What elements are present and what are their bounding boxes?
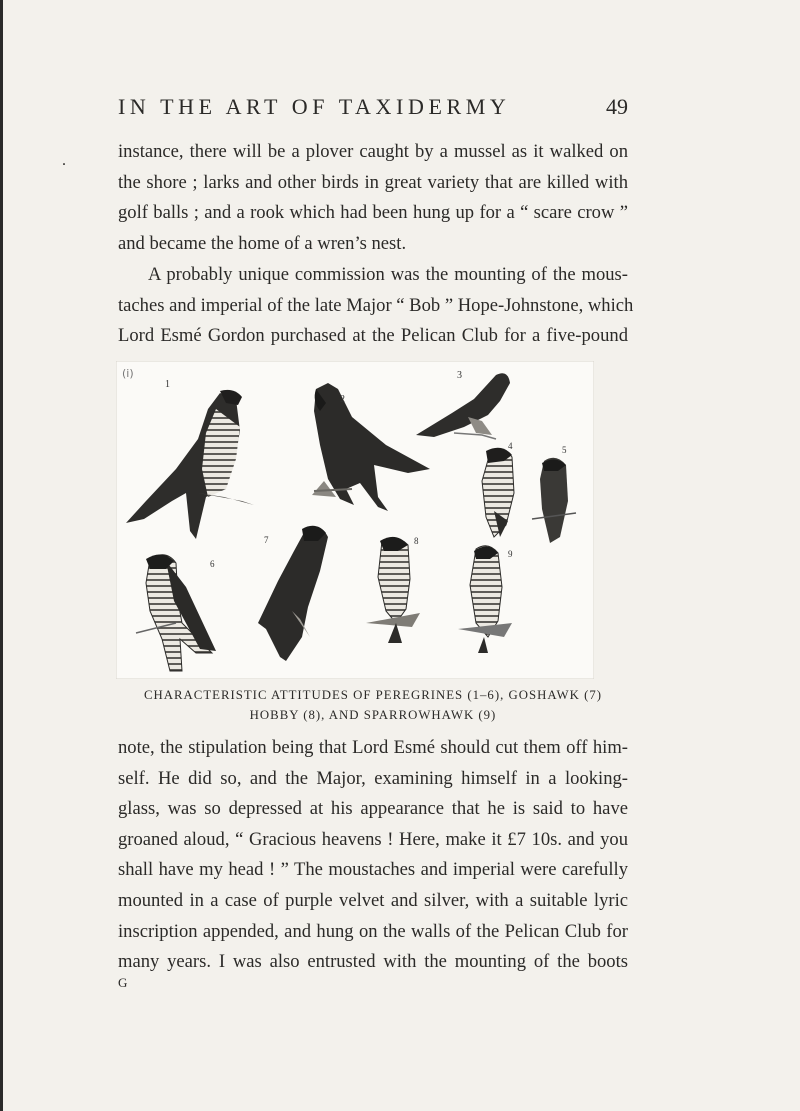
page-header [118, 94, 628, 124]
bird-number: 7 [264, 535, 269, 545]
plate-corner-mark: (i) [122, 367, 134, 380]
bird-number: 9 [508, 549, 513, 559]
text-line: note, the stipulation being that Lord Esmé should cut them off him- [118, 737, 628, 758]
bird-number: 4 [508, 441, 513, 451]
page-number: 49 [606, 94, 628, 119]
text-line: instance, there will be a plover caught by a mussel as it walked on [118, 141, 628, 162]
paragraph-3 [118, 733, 628, 978]
signature-mark: G [118, 975, 129, 990]
text-line: and became the home of a wren’s nest. [118, 232, 407, 254]
figure-caption [118, 685, 628, 725]
paragraph-1 [118, 137, 628, 259]
margin-mark: . [62, 152, 66, 169]
caption-line: HOBBY (8), AND SPARROWHAWK (9) [249, 708, 497, 722]
bird-number: 1 [165, 379, 170, 390]
text-line: taches and imperial of the late Major “ Bob ” Hope-Johnstone, which [118, 294, 634, 316]
text-line: glass, was so depressed at his appearance that he is said to have [118, 798, 628, 820]
bird-number: 3 [457, 370, 462, 381]
paragraph-2 [118, 260, 634, 352]
bird-number: 2 [340, 394, 345, 405]
text-line: shall have my head ! ” The moustaches and imperial were carefully [118, 859, 628, 881]
text-line: golf balls ; and a rook which had been hung up for a “ scare crow ” [118, 202, 628, 224]
text-line: the shore ; larks and other birds in great variety that are killed with [118, 171, 628, 193]
page-edge [0, 0, 3, 1111]
text-line: inscription appended, and hung on the walls of the Pelican Club for [118, 920, 628, 942]
falcon-plate-illustration [116, 361, 594, 679]
bird-number: 5 [562, 445, 567, 455]
bird-number: 6 [210, 559, 215, 569]
running-title: IN THE ART OF TAXIDERMY [118, 94, 511, 119]
bird-number: 8 [414, 536, 419, 546]
text-line: Lord Esmé Gordon purchased at the Pelican Club for a five-pound [118, 325, 628, 347]
text-line: many years. I was also entrusted with the mounting of the boots [118, 951, 628, 973]
text-line: mounted in a case of purple velvet and silver, with a suitable lyric [118, 889, 628, 911]
caption-line: CHARACTERISTIC ATTITUDES OF PEREGRINES (1–6), GOSHAWK (7) [143, 688, 602, 702]
text-line: self. He did so, and the Major, examining himself in a looking- [118, 767, 628, 789]
text-line: groaned aloud, “ Gracious heavens ! Here, make it £7 10s. and you [118, 828, 628, 850]
text-line: A probably unique commission was the mounting of the mous- [148, 264, 628, 285]
